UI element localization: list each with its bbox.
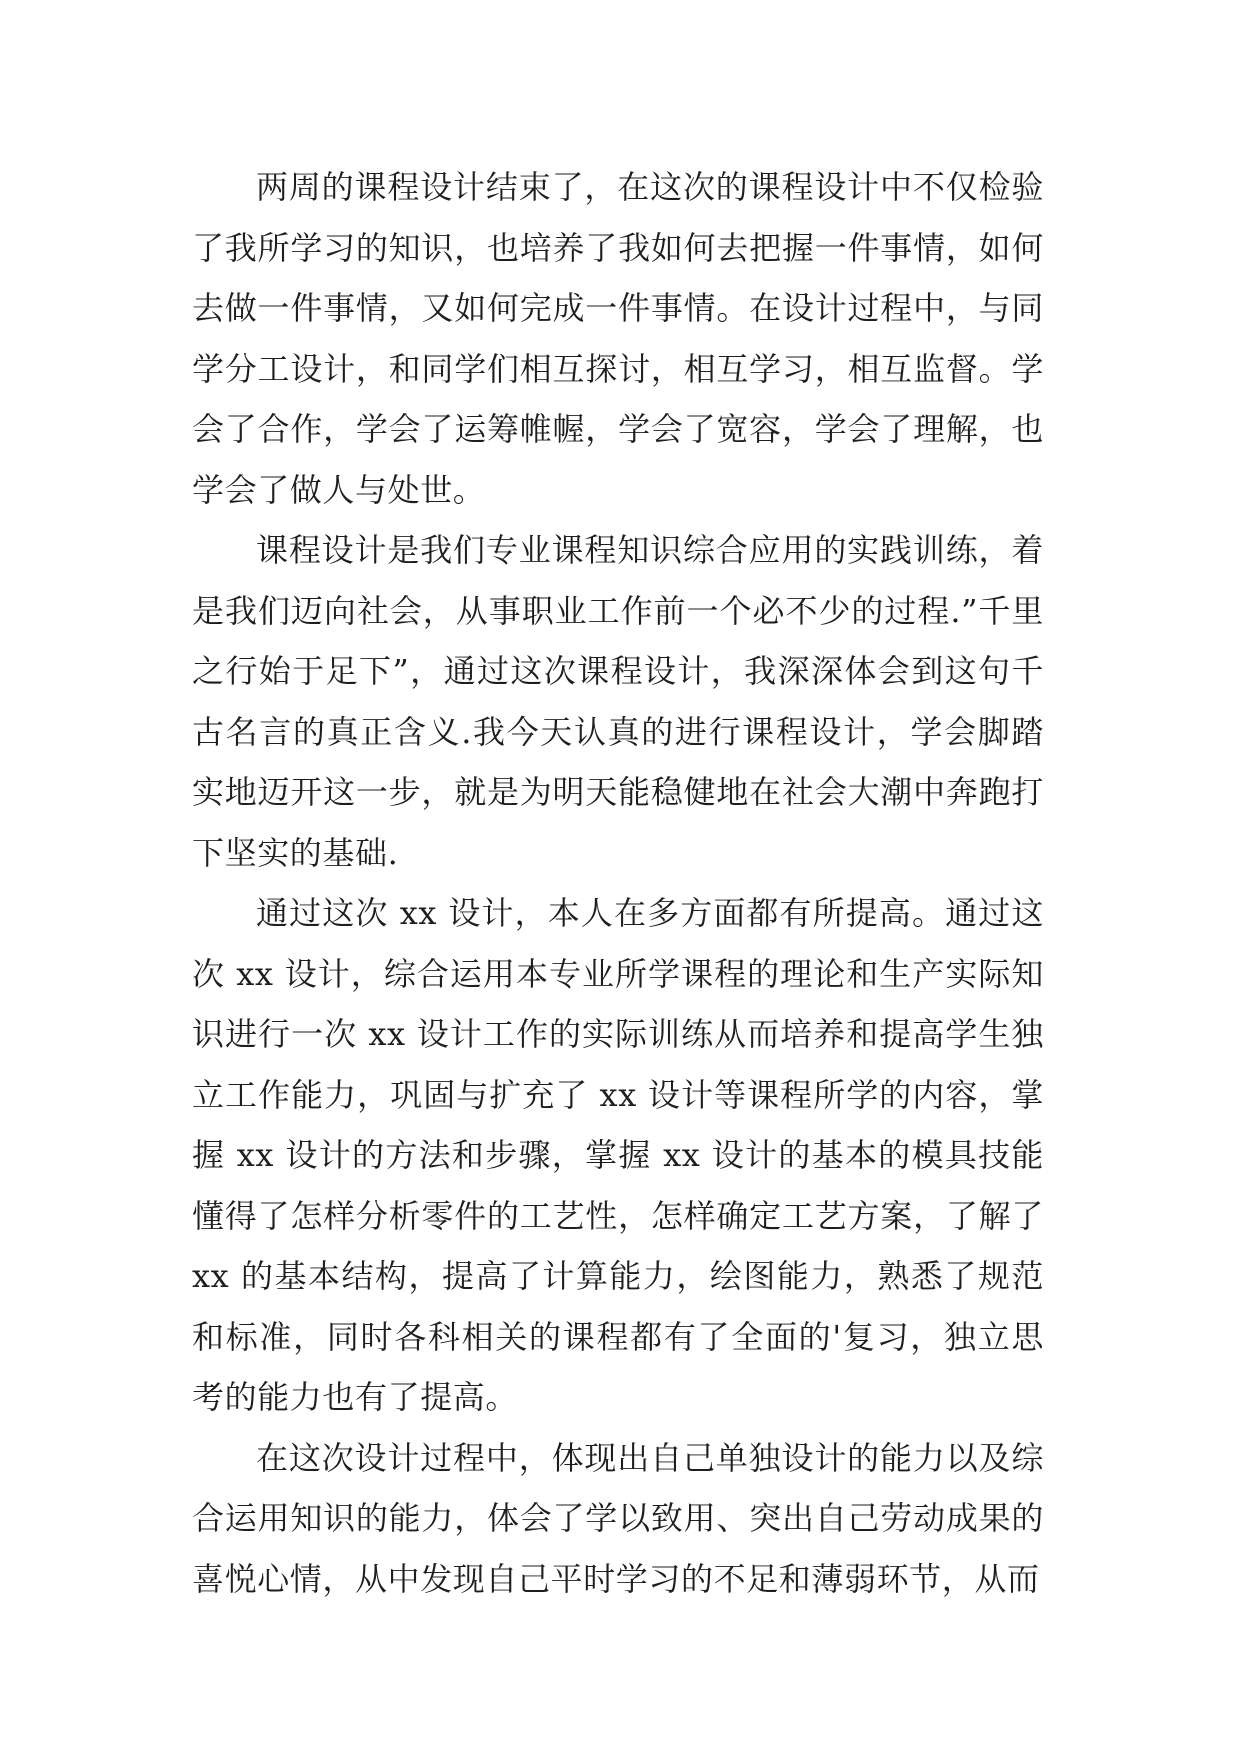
document-body [192,157,1044,1609]
paragraph-4: 在这次设计过程中，体现出自己单独设计的能力以及综合运用知识的能力，体会了学以致用、突出自己劳动成果的喜悦心情，从中发现自己平时学习的不足和薄弱环节，从而 [192,1438,1044,1598]
paragraph-2: 课程设计是我们专业课程知识综合应用的实践训练，着是我们迈向社会，从事职业工作前一个必不少的过程.”千里之行始于足下”，通过这次课程设计，我深深体会到这句千古名言的真正含义.我今天认真的进行课程设计，学会脚踏实地迈开这一步，就是为明天能稳健地在社会大潮中奔跑打下坚实的基础. [192,531,1044,872]
paragraph-1: 两周的课程设计结束了，在这次的课程设计中不仅检验了我所学习的知识，也培养了我如何去把握一件事情，如何去做一件事情，又如何完成一件事情。在设计过程中，与同学分工设计，和同学们相互探讨，相互学习，相互监督。学会了合作，学会了运筹帷幄，学会了宽容，学会了理解，也学会了做人与处世。 [192,168,1044,509]
paragraph-3: 通过这次 xx 设计，本人在多方面都有所提高。通过这次 xx 设计，综合运用本专业所学课程的理论和生产实际知识进行一次 xx 设计工作的实际训练从而培养和提高学生独立工作能力，巩固与扩充了 xx 设计等课程所学的内容，掌握 xx 设计的方法和步骤，掌握 xx 设计的基本的模具技能懂得了怎样分析零件的工艺性，怎样确定工艺方案，了解了 xx 的基本结构，提高了计算能力，绘图能力，熟悉了规范和标准，同时各科相关的课程都有了全面的'复习，独立思考的能力也有了提高。 [192,894,1044,1416]
